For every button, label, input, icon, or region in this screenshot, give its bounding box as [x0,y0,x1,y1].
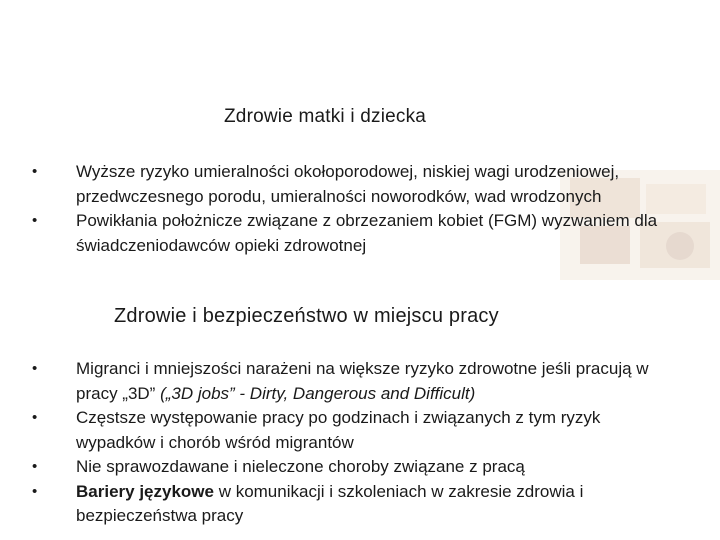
list-item [32,480,676,529]
list-item [32,357,676,406]
bullet-icon: • [32,163,38,180]
list-item-text [76,480,676,529]
bullet-icon: • [32,212,38,229]
bullet-icon: • [32,482,38,500]
list-item [32,160,676,209]
list-item [32,455,676,480]
workplace-safety-list [32,357,676,529]
list-item [32,406,676,455]
list-item-text-bold: Bariery językowe [76,481,214,501]
bullet-icon: • [32,458,38,475]
list-item-text: Powikłania położnicze związane z obrzezaniem kobiet (FGM) wyzwaniem dla świadczeniodawców opieki zdrowotnej [76,211,658,255]
section-title-maternal-health: Zdrowie matki i dziecka [224,106,427,127]
list-item-text [76,357,676,406]
section-title-workplace-safety: Zdrowie i bezpieczeństwo w miejscu pracy [114,305,499,327]
list-item-text-plain: Migranci i mniejszości narażeni na większe ryzyko zdrowotne jeśli pracują w pracy „3D” [76,359,649,403]
list-item [32,209,676,258]
bullet-icon: • [32,360,38,377]
list-item-text-plain: w komunikacji i szkoleniach w zakresie zdrowia i bezpieczeństwa pracy [76,481,584,525]
bullet-icon: • [32,409,38,426]
list-item-text: Częstsze występowanie pracy po godzinach i związanych z tym ryzyk wypadków i chorób wśród migrantów [76,408,601,452]
list-item-text: Nie sprawozdawane i nieleczone choroby związane z pracą [76,457,525,476]
list-item-text-italic: („3D jobs” - Dirty, Dangerous and Difficult) [160,383,476,403]
list-item-text: Wyższe ryzyko umieralności okołoporodowej, niskiej wagi urodzeniowej, przedwczesnego porodu, umieralności noworodków, wad wrodzonych [76,162,620,206]
maternal-health-list [32,160,676,258]
